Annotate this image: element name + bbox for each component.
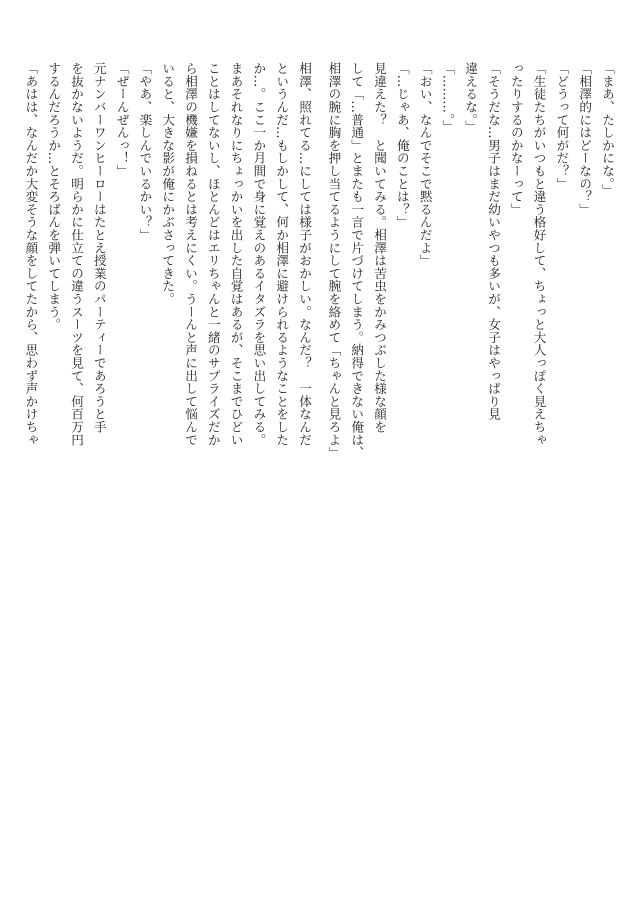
text-line: して「…普通」とまたも一言で片づけてしまう。納得できない俺は、 [349, 62, 365, 459]
text-line: まあそれなりにちょっかいを出した自覚はあるが、そこまでひどい [228, 62, 244, 446]
text-line: 「相澤的にはどーなの？」 [577, 62, 593, 216]
text-column-right [318, 62, 618, 877]
text-line: を抜かないようだ。明らかに仕立ての違うスーツを見て、何百万円 [69, 62, 85, 446]
text-line: 違えるな。」 [463, 62, 479, 133]
text-line: 「どうって何がだ？」 [554, 62, 570, 190]
text-line: 相澤、照れてる…にしては様子がおかしい。なんだ？ 一体なんだ [297, 62, 312, 446]
text-line: か…。ここ一か月間で身に覚えのあるイタズラを思い出してみる。 [251, 62, 267, 446]
text-line: ことはしてないし、ほとんどはエリちゃんと一緒のサプライズだか [205, 62, 221, 446]
text-line: 「そうだな…男子はまだ幼いやつも多いが、女子はやっぱり見 [486, 62, 502, 421]
text-line: 「ぜーんぜんっ！」 [114, 62, 130, 178]
text-line: 「………。」 [440, 62, 456, 133]
text-line: 「あはは、なんだか大変そうな顔をしてたから、思わず声かけちゃ [23, 62, 39, 446]
text-line: 「まあ、たしかにな。」 [600, 62, 615, 197]
text-line: 「生徒たちがいつもと違う格好して、ちょっと大人っぽく見えちゃ [531, 62, 547, 446]
text-line: 相澤の腕に胸を押し当てるようにして腕を絡めて「ちゃんと見ろよ」 [326, 62, 342, 459]
text-line: 「やあ、楽しんでいるかい？」 [137, 62, 153, 242]
text-column-left [20, 62, 315, 877]
text-line: 「…じゃあ、俺のことは？」 [394, 62, 410, 229]
text-line: 元ナンバーワンヒーローはたとえ授業のパーティーであろうと手 [91, 62, 107, 434]
text-line: ら相澤の機嫌を損ねるとは考えにくい。うーんと声に出して悩んで [183, 62, 199, 446]
text-line: 見違えた？ と聞いてみる。相澤は苦虫をかみつぶした様な顔を [372, 62, 388, 434]
text-line: するんだろうか…とそろばんを弾いてしまう。 [46, 62, 62, 331]
text-line: 「おい、なんでそこで黙るんだよ」 [417, 62, 433, 267]
text-line: いると、大きな影が俺にかぶさってきた。 [160, 62, 176, 306]
text-line [318, 62, 322, 877]
text-line: ったりするのかなーって」 [508, 62, 524, 216]
text-line: というんだ…もしかして、何か相澤に避けられるようなことをした [274, 62, 290, 446]
